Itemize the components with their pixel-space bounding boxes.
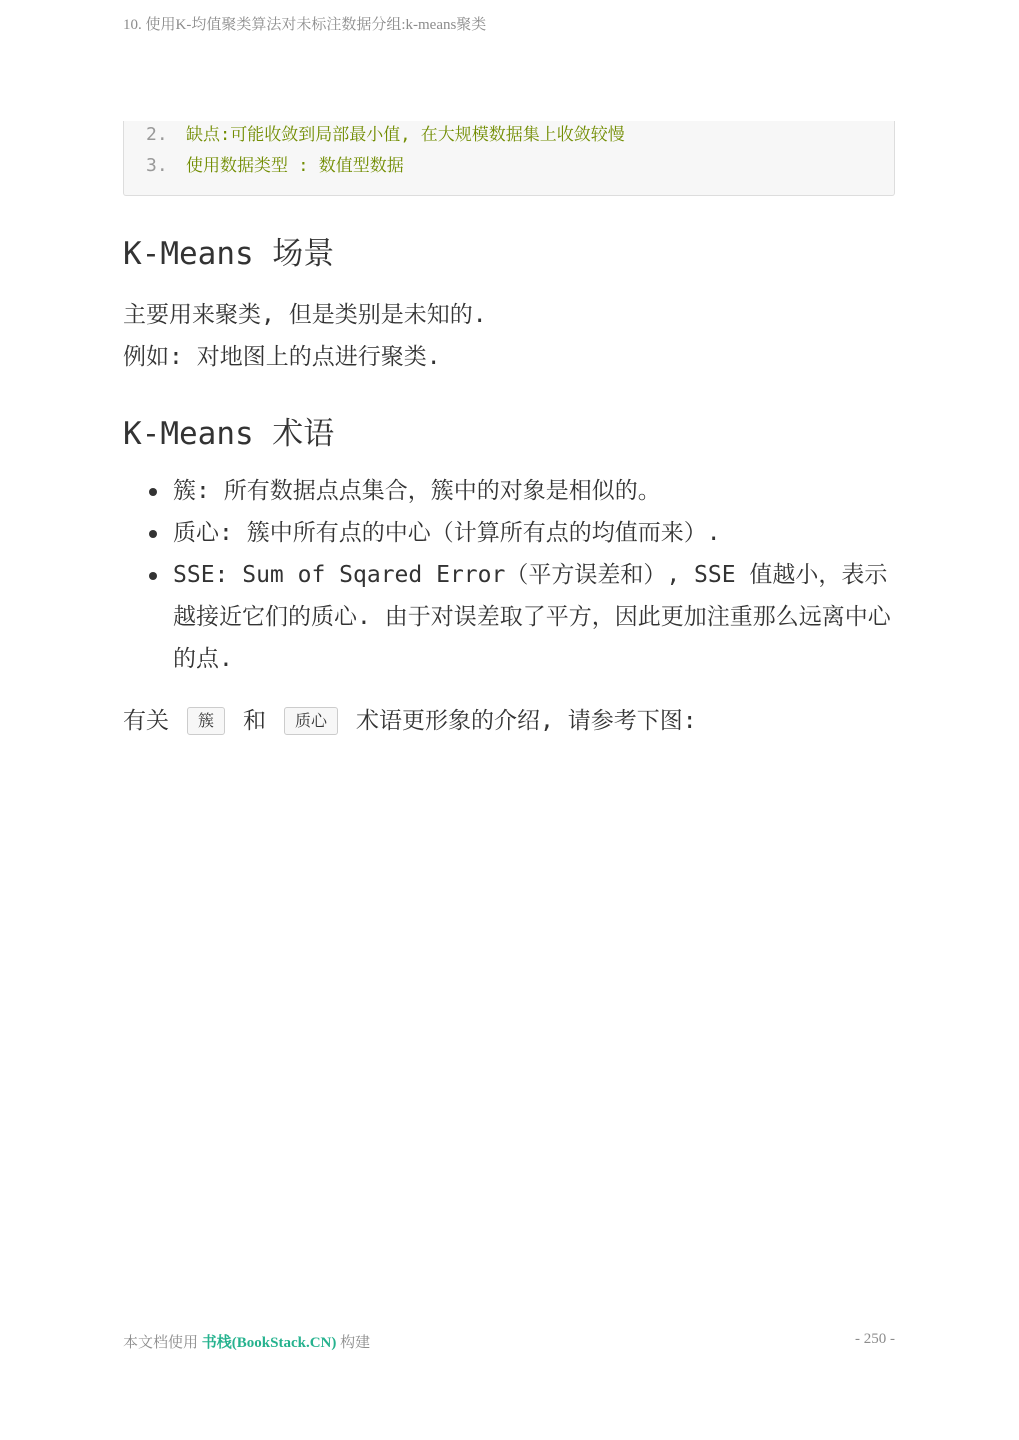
line-number: 3.	[146, 155, 168, 176]
list-item	[123, 554, 898, 680]
code-block	[123, 121, 895, 196]
footer-prefix: 本文档使用	[123, 1335, 199, 1351]
code-text: 缺点:可能收敛到局部最小值, 在大规模数据集上收敛较慢	[186, 125, 625, 145]
term-text: SSE: Sum of Sqared Error（平方误差和）, SSE 值越小，表示越接近它们的质心. 由于对误差取了平方，因此更加注重那么远离中心的点.	[173, 562, 891, 672]
reference-prefix: 有关	[123, 708, 169, 734]
footer-brand-link[interactable]: 书栈(BookStack.CN)	[201, 1335, 337, 1351]
list-item	[123, 512, 898, 554]
term-text: 质心: 簇中所有点的中心（计算所有点的均值而来）.	[173, 520, 721, 546]
scene-paragraph: 主要用来聚类, 但是类别是未知的.	[123, 302, 487, 328]
terms-list	[123, 470, 898, 680]
list-item	[123, 470, 898, 512]
bullet-icon	[149, 530, 157, 538]
reference-paragraph	[123, 702, 697, 744]
bullet-icon	[149, 572, 157, 580]
inline-code-cluster: 簇	[187, 707, 225, 735]
bullet-icon	[149, 488, 157, 496]
scene-heading: K-Means 场景	[123, 236, 335, 272]
scene-paragraph: 例如: 对地图上的点进行聚类.	[123, 344, 441, 370]
footer-suffix: 构建	[340, 1335, 371, 1351]
inline-code-centroid: 质心	[284, 707, 338, 735]
terms-heading: K-Means 术语	[123, 416, 335, 452]
line-number: 2.	[146, 124, 168, 145]
reference-suffix: 术语更形象的介绍, 请参考下图:	[356, 708, 697, 734]
term-text: 簇: 所有数据点点集合，簇中的对象是相似的。	[173, 478, 661, 504]
page-footer	[123, 1331, 895, 1351]
page-number: - 250 -	[855, 1331, 895, 1347]
code-text: 使用数据类型 : 数值型数据	[186, 156, 404, 176]
reference-middle: 和	[243, 708, 267, 734]
page-header-title: 10. 使用K-均值聚类算法对未标注数据分组:k-means聚类	[123, 17, 487, 33]
